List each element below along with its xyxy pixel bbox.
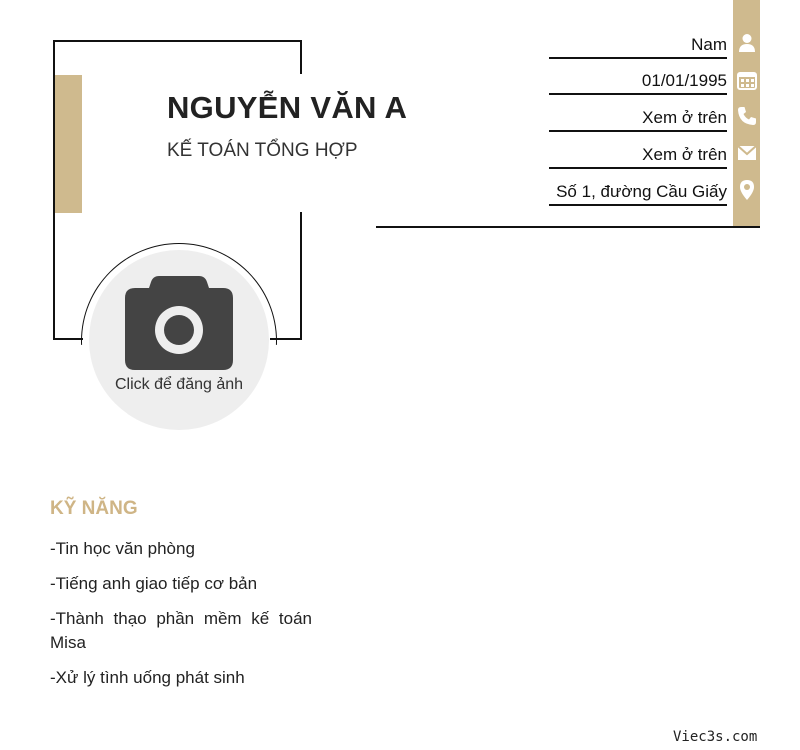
address-field[interactable]: Số 1, đường Cầu Giấy xyxy=(549,182,727,206)
calendar-icon xyxy=(736,69,758,91)
phone-field[interactable]: Xem ở trên xyxy=(549,108,727,132)
candidate-name[interactable]: NGUYỄN VĂN A xyxy=(167,90,408,125)
camera-icon xyxy=(125,276,233,370)
skill-item[interactable]: -Tiếng anh giao tiếp cơ bản xyxy=(50,574,258,593)
contact-divider xyxy=(376,226,760,228)
frame-top-border xyxy=(53,40,302,42)
location-pin-icon xyxy=(736,179,758,201)
avatar-upload-label: Click để đăng ảnh xyxy=(114,376,244,393)
footer-brand: Viec3s.com xyxy=(673,729,758,745)
accent-block xyxy=(55,75,82,213)
skill-item[interactable]: -Tin học văn phòng xyxy=(50,539,195,558)
birthdate-field[interactable]: 01/01/1995 xyxy=(549,71,727,95)
job-title[interactable]: KẾ TOÁN TỔNG HỢP xyxy=(167,140,358,161)
skills-heading: KỸ NĂNG xyxy=(50,498,138,519)
frame-right-top-border xyxy=(300,40,302,74)
frame-right-border xyxy=(300,212,302,340)
phone-icon xyxy=(736,105,758,127)
skill-item[interactable]: -Xử lý tình uống phát sinh xyxy=(50,668,245,687)
person-icon xyxy=(736,32,758,54)
gender-field[interactable]: Nam xyxy=(549,35,727,59)
email-field[interactable]: Xem ở trên xyxy=(549,145,727,169)
frame-bottom-left-border xyxy=(53,338,83,340)
avatar-upload[interactable] xyxy=(89,250,269,430)
mail-icon xyxy=(736,142,758,164)
skill-item[interactable]: -Thành thạo phần mềm kế toán Misa xyxy=(50,609,312,652)
